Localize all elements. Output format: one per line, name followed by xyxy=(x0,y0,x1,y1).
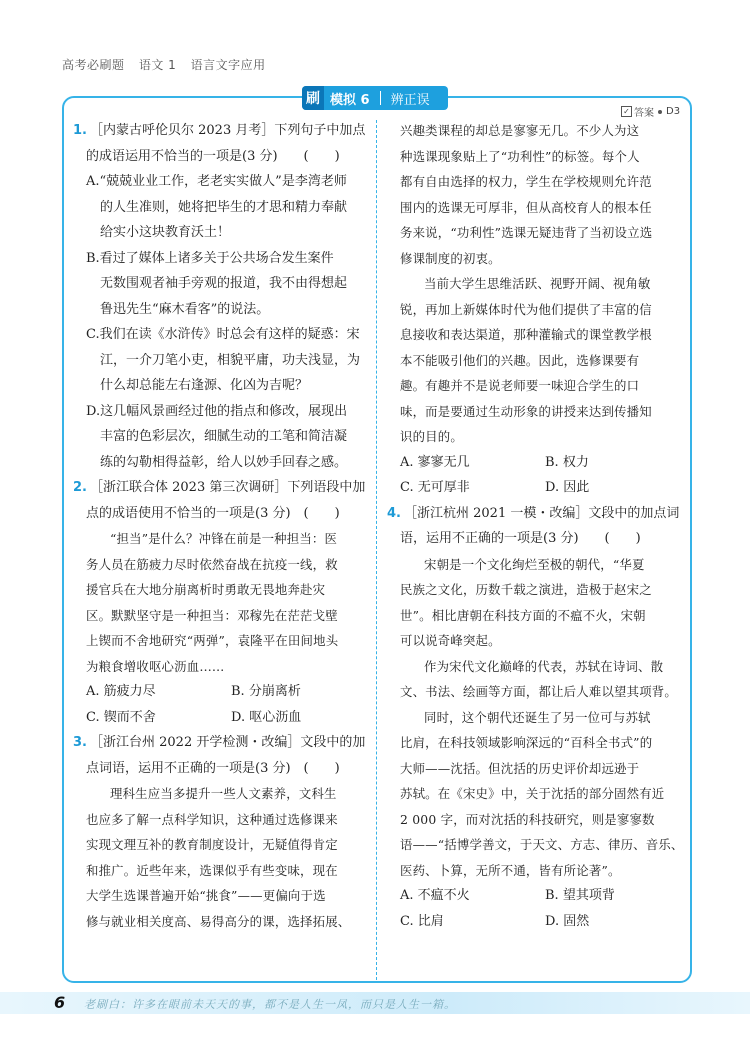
question-stem: 的成语运用不恰当的一项是(3 分) ( ) xyxy=(86,148,340,164)
passage-line: 医药、卜算，无所不通，皆有所论著”。 xyxy=(400,862,621,878)
badge-divider xyxy=(380,91,381,105)
passage-line: 锐，再加上新媒体时代为他们提供了丰富的信 xyxy=(400,301,652,317)
running-header xyxy=(62,56,276,73)
passage-line: 息接收和表达渠道，那种灌输式的课堂教学根 xyxy=(400,327,652,342)
passage-line: 同时，这个朝代还诞生了另一位可与苏轼 xyxy=(424,709,651,725)
option-text: 无数围观者袖手旁观的报道，我不由得想起 xyxy=(100,276,348,291)
page-number: 6 xyxy=(54,993,66,1012)
passage-line: “担当”是什么？冲锋在前是一种担当：医 xyxy=(110,531,338,546)
option-d: D. 固然 xyxy=(545,913,590,929)
options-row xyxy=(76,705,368,731)
passage-line: 本不能吸引他们的兴趣。因此，选修课要有 xyxy=(400,352,640,368)
question-stem: ［浙江台州 2022 开学检测・改编］文段中的加 xyxy=(90,735,366,750)
option-text: 丰富的色彩层次，细腻生动的工笔和简洁凝 xyxy=(100,429,348,444)
passage-line: 上锲而不舍地研究“两弹”，袁隆平在田间地头 xyxy=(86,633,339,648)
option-d: D. 呕心沥血 xyxy=(231,709,302,725)
passage-line: 也应多了解一点科学知识，这种通过选修课来 xyxy=(86,811,338,827)
passage-line: 务人员在筋疲力尽时依然奋战在抗疫一线，救 xyxy=(86,556,338,572)
passage-line: 民族之文化，历数千载之演进，造极于赵宋之 xyxy=(400,582,652,597)
option-text: 的人生准则，她将把毕生的才思和精力奉献 xyxy=(100,199,348,215)
passage-line: 大学生选课普遍开始“挑食”——更偏向于选 xyxy=(86,888,326,903)
sim-label: 模拟 6 xyxy=(330,92,370,108)
option-b: B. 分崩离析 xyxy=(231,684,301,699)
passage-line: 2 000 字，而对沈括的科技研究，则是寥寥数 xyxy=(400,811,655,827)
options-row xyxy=(390,450,682,476)
passage-line: 可以说奇峰突起。 xyxy=(400,633,501,648)
passage-line: 兴趣类课程的却总是寥寥无几。不少人为这 xyxy=(400,123,640,138)
passage-line: 务来说，“功利性”选课无疑违背了当初设立选 xyxy=(400,225,653,240)
column-divider xyxy=(376,120,377,980)
question-3 xyxy=(73,730,368,934)
passage-line: 世”。相比唐朝在科技方面的不瘟不火，宋朝 xyxy=(400,607,646,623)
option-c: C. 锲而不舍 xyxy=(86,709,156,725)
passage-line: 文、书法、绘画等方面，都让后人难以望其项背。 xyxy=(400,684,677,699)
passage-line: 区。默默坚守是一种担当：邓稼先在茫茫戈壁 xyxy=(86,607,338,623)
passage-line: 作为宋代文化巅峰的代表，苏轼在诗词、散 xyxy=(424,658,664,674)
option-text: 练的勾勒相得益彰，给人以妙手回春之感。 xyxy=(100,454,348,470)
answer-label: 答案 xyxy=(634,108,654,119)
options-row xyxy=(390,909,682,935)
option-text: 什么却总能左右逢源、化凶为吉呢？ xyxy=(100,378,309,393)
passage-line: 围内的选课无可厚非，但从高校育人的根本任 xyxy=(400,199,652,215)
passage-line: 比肩，在科技领域影响深远的“百科全书式”的 xyxy=(400,735,653,750)
passage-line: 大师——沈括。但沈括的历史评价却远逊于 xyxy=(400,760,640,776)
option-c: C. 无可厚非 xyxy=(400,480,470,495)
question-stem: ［浙江联合体 2023 第三次调研］下列语段中加 xyxy=(90,480,366,495)
passage-line: 味，而是要通过生动形象的讲授来达到传播知 xyxy=(400,403,652,419)
answer-code: D3 xyxy=(666,106,681,117)
left-column xyxy=(73,118,368,934)
checkbox-icon: ✓ xyxy=(621,106,632,117)
question-number: 2. xyxy=(73,480,87,495)
option-text: 鲁迅先生“麻木看客”的说法。 xyxy=(100,301,270,317)
option-d: D. 因此 xyxy=(545,480,590,495)
passage-line: 语——“括博学善文，于天文、方志、律历、音乐、 xyxy=(400,837,684,852)
answer-tag xyxy=(621,104,680,119)
topic-label: 语言文字应用 xyxy=(190,58,266,72)
question-number: 3. xyxy=(73,735,87,750)
passage-line: 趣。有趣并不是说老师要一味迎合学生的口 xyxy=(400,378,640,393)
passage-line: 理科生应当多提升一些人文素养，文科生 xyxy=(110,786,337,801)
question-stem: ［内蒙古呼伦贝尔 2023 月考］下列句子中加点 xyxy=(90,123,366,138)
section-badge xyxy=(302,86,448,110)
options-row xyxy=(390,475,682,501)
brush-icon: 刷 xyxy=(302,86,324,110)
passage-line: 实现文理互补的教育制度设计，无疑值得肯定 xyxy=(86,837,338,852)
question-1 xyxy=(73,118,368,475)
options-row xyxy=(390,883,682,909)
option-text: 江，一介刀笔小吏，相貌平庸，功夫浅显，为 xyxy=(100,352,361,368)
option-c: C. 比肩 xyxy=(400,913,444,929)
question-stem: 点的成语使用不恰当的一项是(3 分) ( ) xyxy=(86,505,340,521)
passage-line: 援官兵在大地分崩离析时勇敢无畏地奔赴灾 xyxy=(86,582,326,597)
question-stem: 点词语，运用不正确的一项是(3 分) ( ) xyxy=(86,760,340,776)
question-stem: ［浙江杭州 2021 一模・改编］文段中的加点词 xyxy=(404,505,680,521)
options-row xyxy=(76,679,368,705)
option-a: A. 筋疲力尽 xyxy=(86,684,156,699)
question-3-continued xyxy=(390,118,682,501)
question-stem: 语，运用不正确的一项是(3 分) ( ) xyxy=(400,531,641,546)
option-a: A. 寥寥无几 xyxy=(400,454,470,470)
passage-line: 修与就业相关度高、易得高分的课，选择拓展、 xyxy=(86,913,351,929)
passage-line: 种选课现象贴上了“功利性”的标签。每个人 xyxy=(400,148,640,164)
question-number: 1. xyxy=(73,123,87,138)
dot-icon xyxy=(658,110,662,114)
subject-label: 语文 1 xyxy=(138,58,177,72)
question-2 xyxy=(73,475,368,730)
right-column xyxy=(387,118,684,934)
passage-line: 宋朝是一个文化绚烂至极的朝代，“华夏 xyxy=(424,556,645,572)
passage-line: 当前大学生思维活跃、视野开阔、视角敏 xyxy=(424,276,651,291)
type-label: 辨正误 xyxy=(390,92,430,108)
passage-line: 都有自由选择的权力，学生在学校规则允许范 xyxy=(400,174,652,189)
passage-line: 为粮食增收呕心沥血…… xyxy=(86,658,225,674)
footer-motto: 老刷白：许多在眼前未天天的事，都不是人生一凤，而只是人生一箱。 xyxy=(84,998,456,1011)
option-b: B. 望其项背 xyxy=(545,888,615,903)
option-a: A. 不瘟不火 xyxy=(400,888,470,903)
question-number: 4. xyxy=(387,505,401,521)
option-d: D.这几幅风景画经过他的指点和修改，展现出 xyxy=(86,403,348,419)
passage-line: 苏轼。在《宋史》中，关于沈括的部分固然有近 xyxy=(400,786,665,801)
book-title: 高考必刷题 xyxy=(62,58,125,72)
option-b: B. 权力 xyxy=(545,454,589,470)
option-b: B.看过了媒体上诸多关于公共场合发生案件 xyxy=(86,250,334,266)
option-c: C.我们在读《水浒传》时总会有这样的疑惑：宋 xyxy=(86,327,360,342)
question-4 xyxy=(387,501,684,935)
passage-line: 修课制度的初衷。 xyxy=(400,250,501,266)
passage-line: 识的目的。 xyxy=(400,429,463,444)
option-a: A.“兢兢业业工作，老老实实做人”是李湾老师 xyxy=(86,174,347,189)
passage-line: 和推广。近些年来，选课似乎有些变味，现在 xyxy=(86,862,338,878)
option-text: 给实小这块教育沃土！ xyxy=(100,225,231,240)
